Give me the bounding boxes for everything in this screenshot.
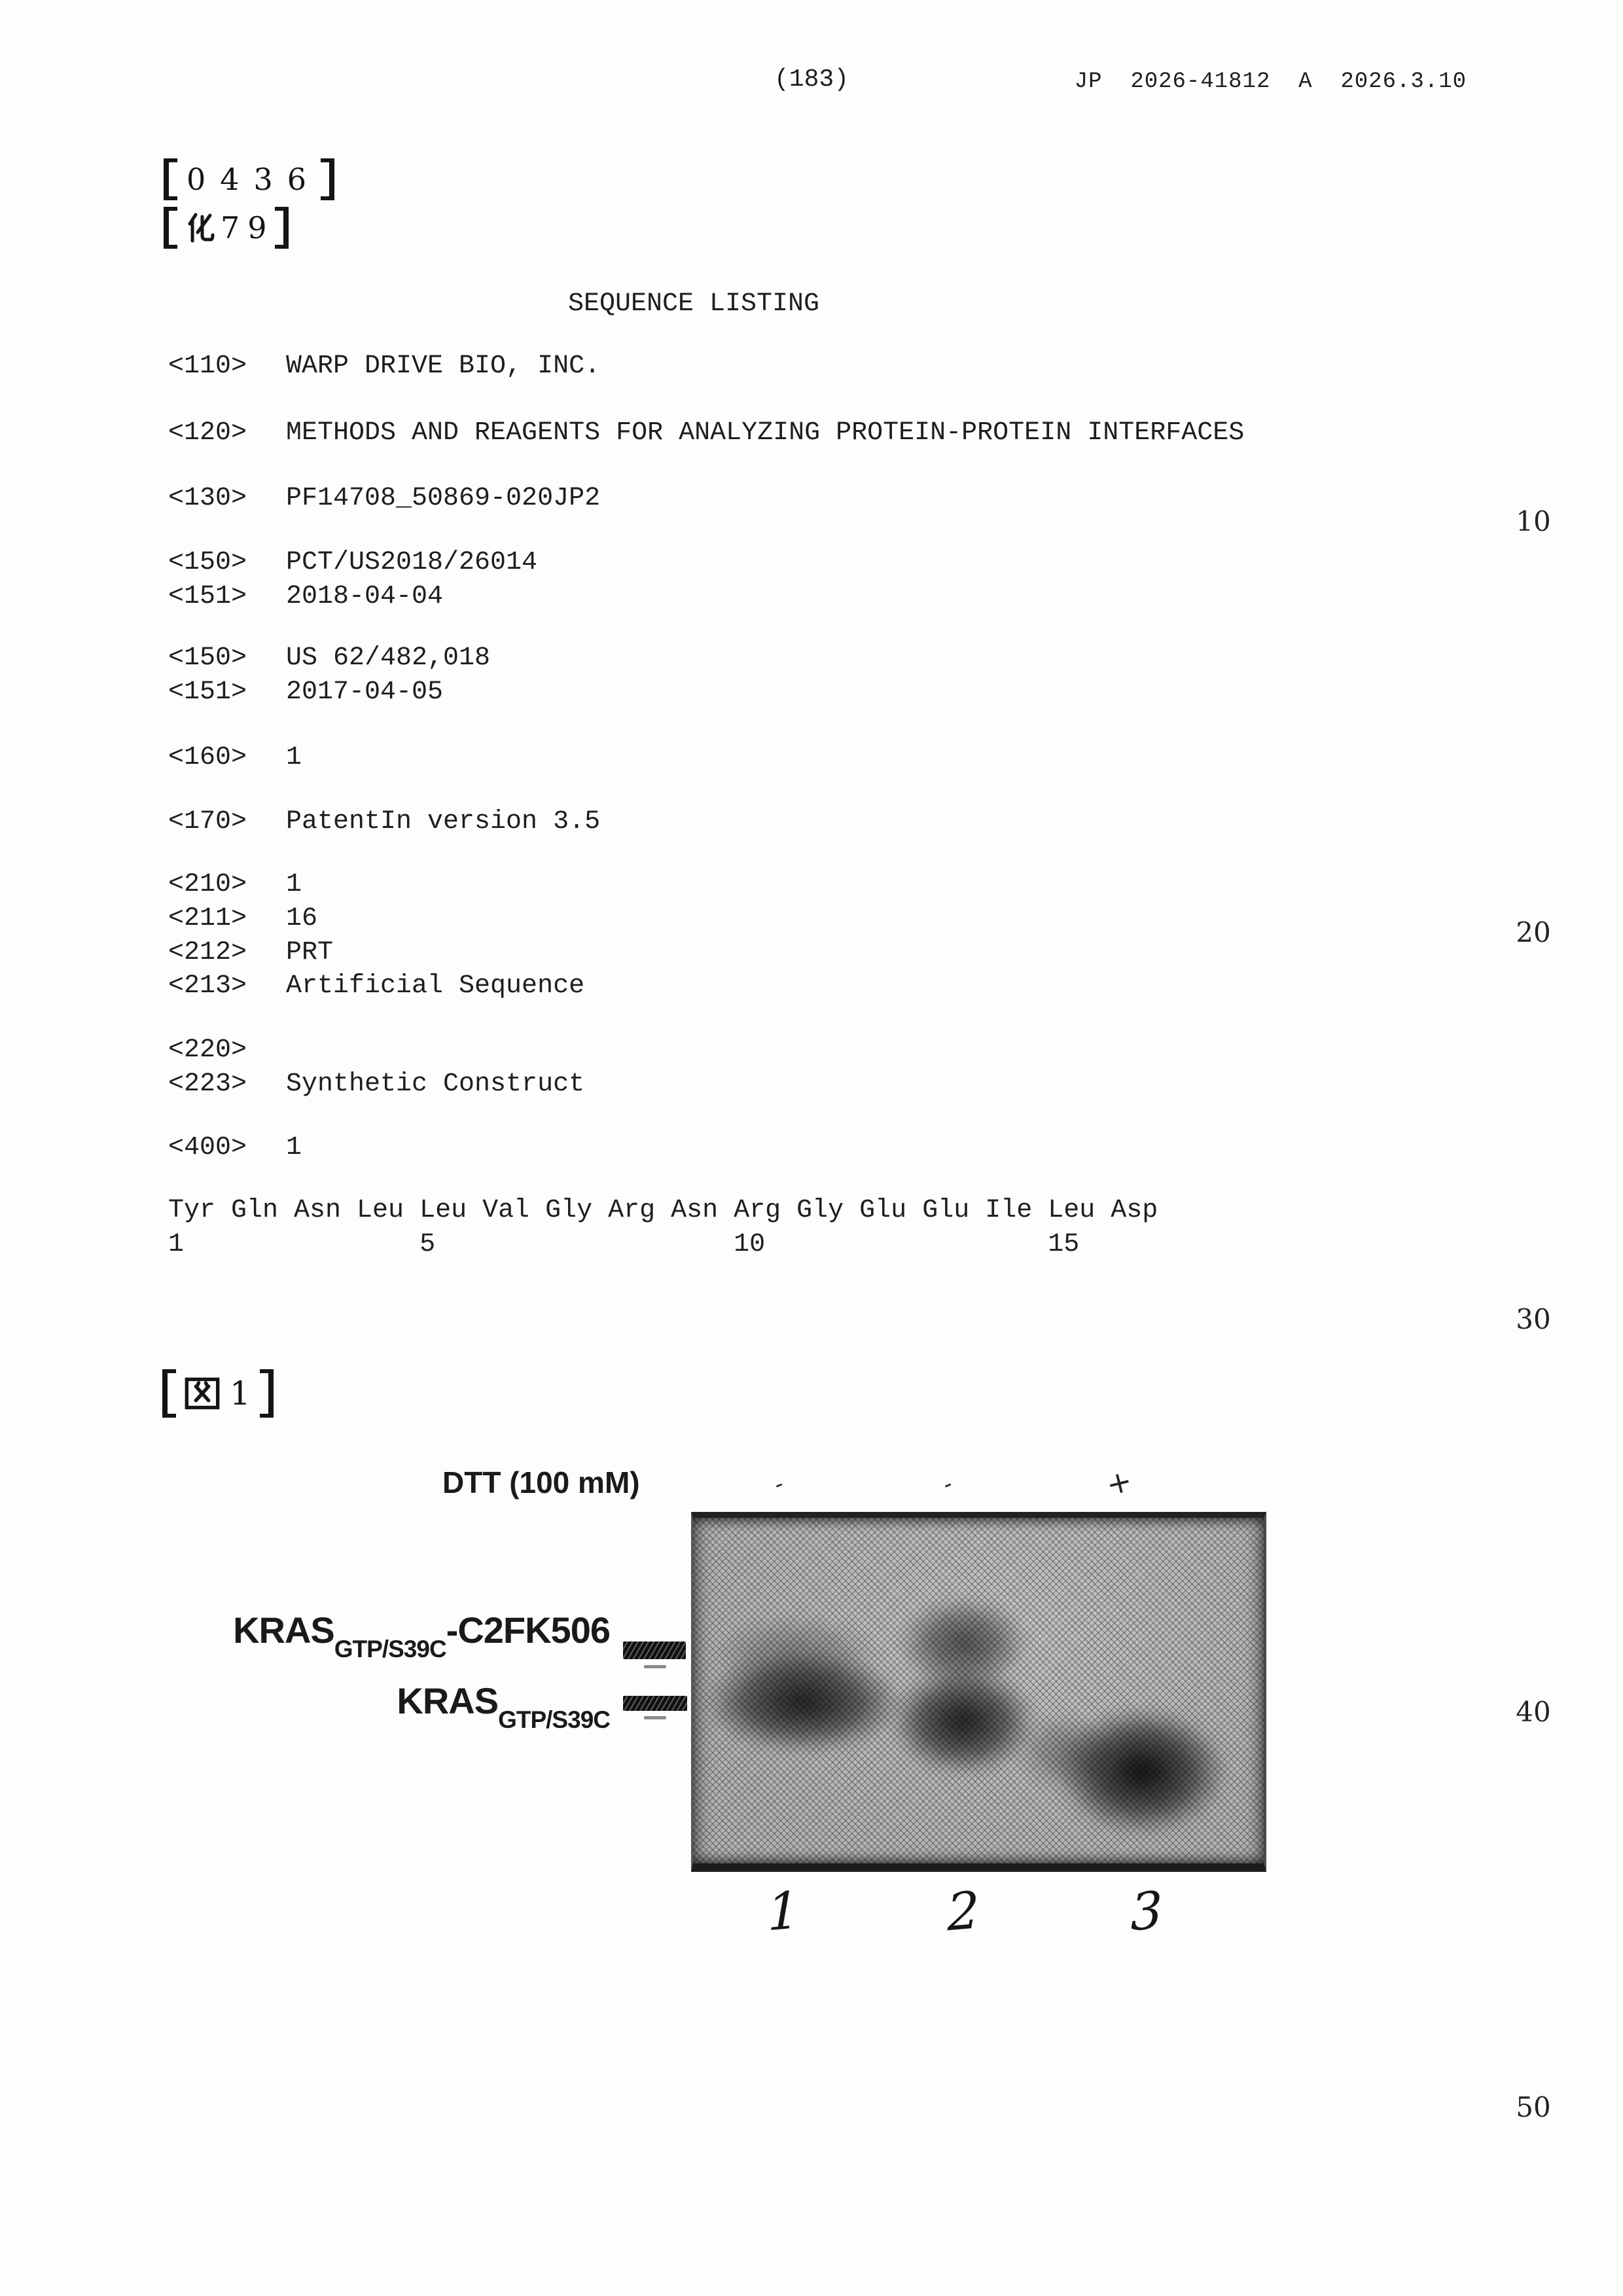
margin-line-number-50: 50 [1516,2091,1551,2123]
lenticular-bracket-open-icon [162,1369,176,1418]
entry-110: <110> WARP DRIVE BIO, INC. [168,351,601,381]
kanji-ka-icon [185,211,215,245]
sequence-listing-title: SEQUENCE LISTING [568,289,820,319]
paragraph-number: 0436 [187,162,321,197]
lane-number-2: 2 [946,1880,980,1943]
paragraph-label [164,158,334,200]
lenticular-bracket-open-icon [164,158,177,200]
margin-line-number-20: 20 [1516,916,1551,948]
margin-line-number-10: 10 [1516,505,1551,537]
margin-line-number-30: 30 [1516,1303,1551,1335]
page-number: (183) [774,65,849,94]
entry-150b: <150> US 62/482,018 [168,643,491,673]
entry-170: <170> PatentIn version 3.5 [168,807,601,836]
lane-number-3: 3 [1130,1880,1164,1943]
band-marker-upper-echo-icon [644,1665,666,1668]
entry-212: <212> PRT [168,938,334,967]
lane3-condition-plus: + [1102,1462,1136,1503]
entry-210: <210> 1 [168,870,302,899]
band-label-kras: $KRAS_{GTP/S39C}$ [397,1680,610,1733]
chem-number: 79 [221,210,275,245]
sequence-position-numbers: 1 5 10 15 [168,1230,1080,1259]
margin-line-number-40: 40 [1516,1696,1551,1728]
chem-label [164,207,289,249]
band-label-kras-c2fk506: $KRAS_{GTP/S39C}-C2FK506$ [233,1609,610,1662]
publication-number: JP 2026-41812 A 2026.3.10 [1074,69,1467,94]
entry-400: <400> 1 [168,1133,302,1162]
figure-label [162,1369,274,1418]
lane1-condition-minus: - [770,1471,788,1498]
figure-number: 1 [230,1374,260,1412]
entry-160: <160> 1 [168,743,302,772]
sequence-residues: Tyr Gln Asn Leu Leu Val Gly Arg Asn Arg Gly Glu Glu Ile Leu Asp [168,1196,1158,1225]
gel-band-lane1-main [705,1651,902,1753]
entry-151b: <151> 2017-04-05 [168,677,444,707]
lenticular-bracket-close-icon [321,158,334,200]
western-blot-gel [691,1512,1266,1872]
kanji-zu-icon [184,1374,221,1412]
entry-213: <213> Artificial Sequence [168,971,585,1001]
entry-150a: <150> PCT/US2018/26014 [168,548,538,577]
lane2-condition-minus: - [938,1471,957,1498]
band-marker-lower-icon [623,1696,687,1711]
lenticular-bracket-close-icon [260,1369,274,1418]
lenticular-bracket-open-icon [164,207,177,249]
band-marker-upper-icon [623,1641,686,1659]
entry-220: <220> [168,1035,247,1065]
entry-151a: <151> 2018-04-04 [168,582,444,611]
entry-211: <211> 16 [168,904,318,933]
gel-band-lane3-main [1057,1708,1227,1835]
lane-number-1: 1 [766,1880,800,1943]
entry-223: <223> Synthetic Construct [168,1069,585,1099]
band-marker-lower-echo-icon [644,1716,666,1719]
entry-130: <130> PF14708_50869-020JP2 [168,484,601,513]
entry-120: <120> METHODS AND REAGENTS FOR ANALYZING PROTEIN-PROTEIN INTERFACES [168,418,1245,448]
gel-band-lane2-main [891,1667,1035,1775]
lenticular-bracket-close-icon [275,207,289,249]
dtt-treatment-label: DTT (100 mM) [442,1465,640,1499]
